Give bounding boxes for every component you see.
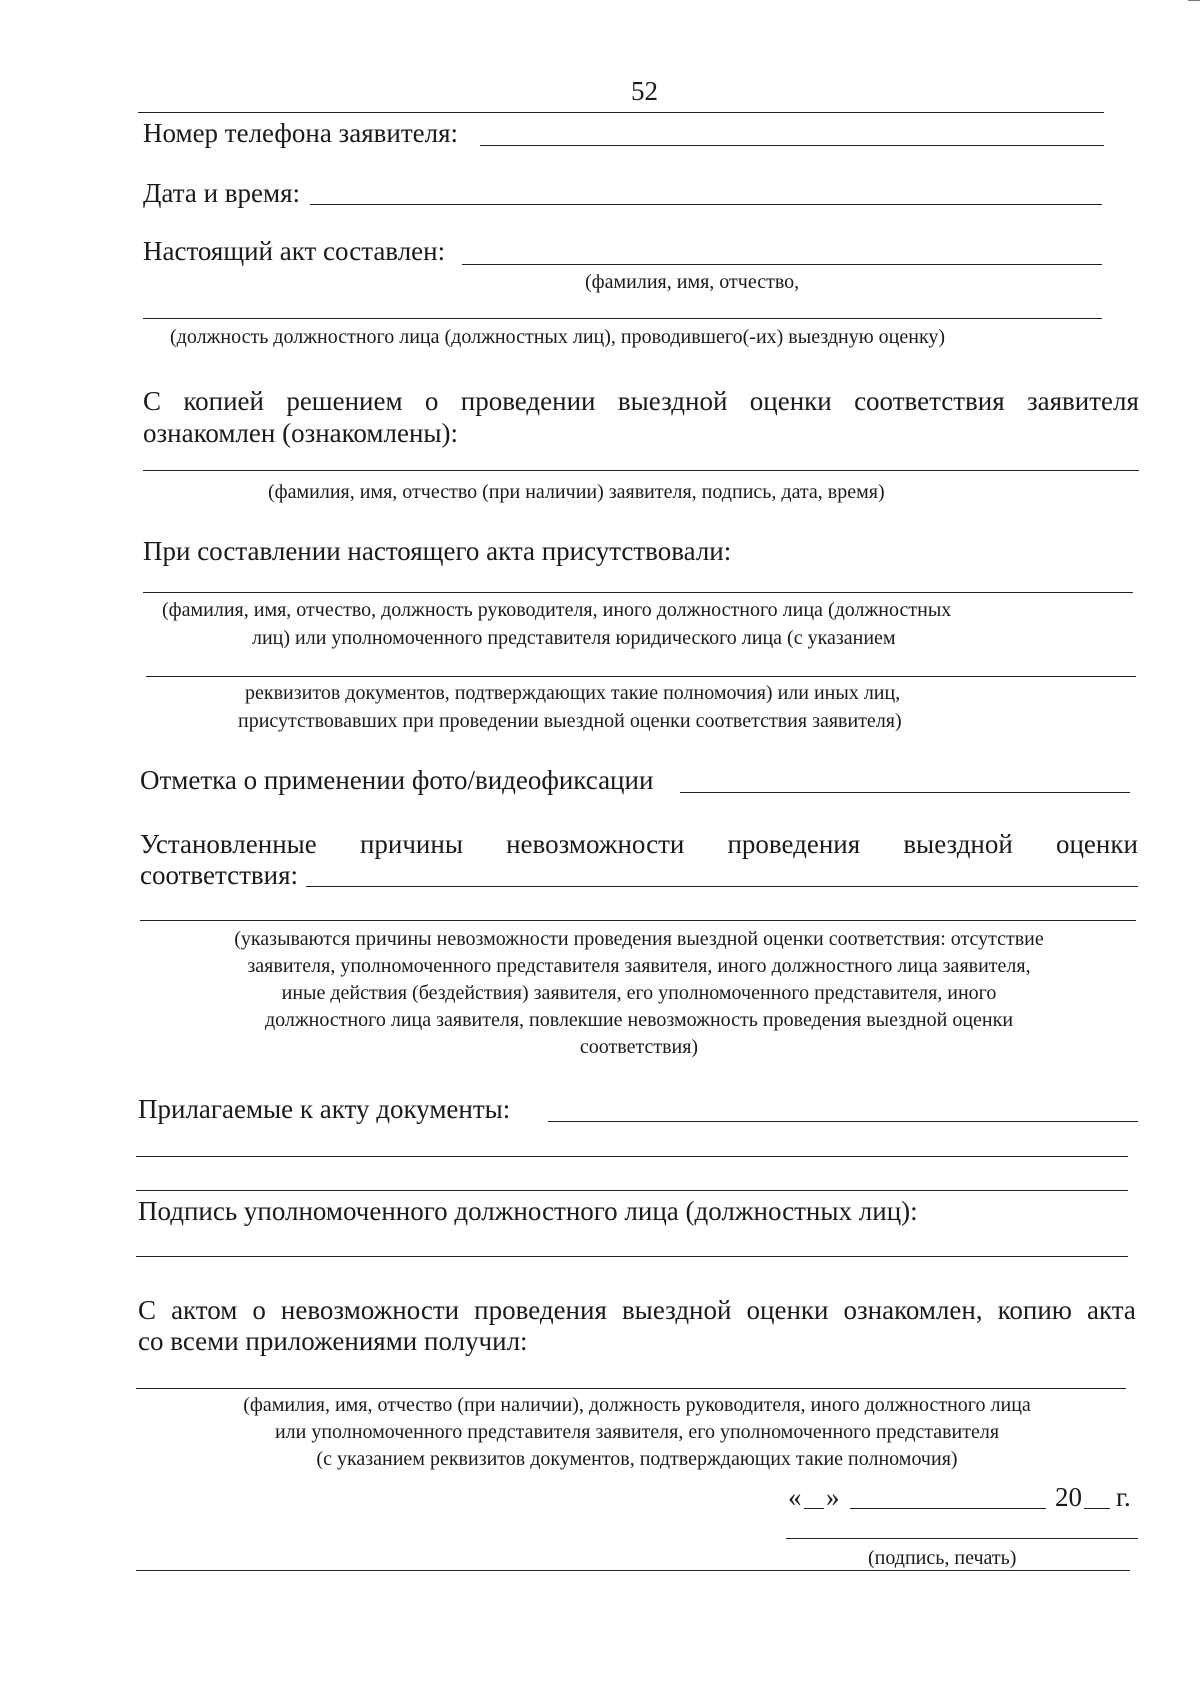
attachments-blank-3[interactable] [136,1190,1128,1191]
familiarized-word: выездной [617,386,728,416]
photo-video-label: Отметка о применении фото/видеофиксации [140,765,654,795]
reasons-word: выездной [903,829,1013,859]
reasons-paragraph-line-2: соответствия: [140,860,299,890]
date-time-blank[interactable] [310,204,1102,205]
familiarized-word: копией [183,386,264,416]
received-hint-2: или уполномоченного представителя заявителя, его уполномоченного представителя [274,1421,1000,1443]
received-word: проведения [474,1295,607,1325]
present-label: При составлении настоящего акта присутствовали: [143,536,732,566]
phone-label: Номер телефона заявителя: [143,118,458,148]
compiled-by-label: Настоящий акт составлен: [143,236,446,266]
present-blank-2[interactable] [146,676,1136,677]
reasons-word: оценки [1055,829,1138,859]
stamp-signature-blank[interactable] [786,1538,1138,1539]
familiarized-word: решением [286,386,403,416]
reasons-hint [140,926,1138,1061]
photo-video-blank[interactable] [680,792,1130,793]
received-word: оценки [746,1295,829,1325]
page-number: 52 [631,76,658,106]
reasons-hint-2: заявителя, уполномоченного представителя заявителя, иного должностного лица заявителя, [247,955,1031,977]
date-year-blank[interactable] [1084,1508,1110,1509]
received-word: актом [171,1295,238,1325]
reasons-hint-3: иные действия (бездействия) заявителя, его уполномоченного представителя, иного [281,982,997,1004]
date-open-quote: « [788,1482,802,1512]
signature-label: Подпись уполномоченного должностного лица (должностных лиц): [138,1196,918,1226]
reasons-word: причины [359,829,463,859]
received-word: копию [997,1295,1072,1325]
compiled-by-hint-1: (фамилия, имя, отчество, [585,271,800,293]
received-blank[interactable] [136,1388,1126,1389]
received-word: акта [1087,1295,1136,1325]
received-hint [138,1392,1136,1473]
attachments-blank-2[interactable] [136,1156,1128,1157]
familiarized-word: соответствия [854,386,1005,416]
date-year-suffix: г. [1116,1482,1131,1512]
reasons-hint-5: соответствия) [579,1036,699,1058]
phone-blank[interactable] [480,145,1104,146]
date-month-blank[interactable] [850,1508,1046,1509]
reasons-paragraph-line-1 [140,831,1138,858]
received-hint-1: (фамилия, имя, отчество (при наличии), должность руководителя, иного должностного лица [243,1394,1031,1416]
familiarized-word: С [143,386,162,416]
attachments-label: Прилагаемые к акту документы: [138,1094,511,1124]
received-word: о [252,1295,266,1325]
present-hint-1: (фамилия, имя, отчество, должность руководителя, иного должностного лица (должностных [162,599,952,621]
familiarized-word: заявителя [1026,386,1139,416]
bottom-rule [136,1570,1130,1571]
signature-blank[interactable] [136,1256,1128,1257]
reasons-blank-2[interactable] [140,920,1136,921]
date-time-label: Дата и время: [143,178,301,208]
received-paragraph-line-1 [138,1297,1136,1324]
present-hint-2: лиц) или уполномоченного представителя юридического лица (с указанием [252,627,896,649]
date-day-blank[interactable] [804,1508,824,1509]
compiled-by-blank[interactable] [462,264,1102,265]
received-word: ознакомлен, [843,1295,983,1325]
received-word: невозможности [280,1295,460,1325]
familiarized-paragraph-line-2: ознакомлен (ознакомлены): [143,418,459,448]
received-paragraph-line-2: со всеми приложениями получил: [138,1326,528,1356]
received-word: выездной [621,1295,732,1325]
familiarized-paragraph-line-1 [143,388,1139,415]
familiarized-word: оценки [749,386,832,416]
date-year-prefix: 20 [1055,1482,1082,1512]
compiled-by-hint-2: (должность должностного лица (должностных лиц), проводившего(-их) выездную оценку) [170,326,946,348]
received-hint-3: (с указанием реквизитов документов, подтверждающих такие полномочия) [316,1448,958,1470]
present-hint-3: реквизитов документов, подтверждающих такие полномочия) или иных лиц, [245,682,901,704]
familiarized-word: о [424,386,439,416]
stamp-hint: (подпись, печать) [868,1547,1017,1569]
reasons-hint-1: (указываются причины невозможности проведения выездной оценки соответствия: отсутствие [234,928,1044,950]
reasons-word: проведения [727,829,861,859]
reasons-blank-1[interactable] [306,886,1138,887]
present-hint-4: присутствовавших при проведении выездной оценки соответствия заявителя) [238,710,902,732]
reasons-word: невозможности [506,829,685,859]
scan-corner-mark [1188,0,1200,3]
header-rule [138,112,1104,113]
reasons-word: Установленные [140,829,317,859]
familiarized-blank[interactable] [143,470,1139,471]
present-blank-1[interactable] [143,592,1133,593]
reasons-hint-4: должностного лица заявителя, повлекшие невозможность проведения выездной оценки [264,1009,1014,1031]
familiarized-word: проведении [460,386,596,416]
attachments-blank-1[interactable] [548,1121,1138,1122]
compiled-by-position-blank[interactable] [143,318,1102,319]
date-close-quote: » [826,1482,840,1512]
familiarized-hint: (фамилия, имя, отчество (при наличии) заявителя, подпись, дата, время) [268,481,885,503]
received-word: С [138,1295,157,1325]
